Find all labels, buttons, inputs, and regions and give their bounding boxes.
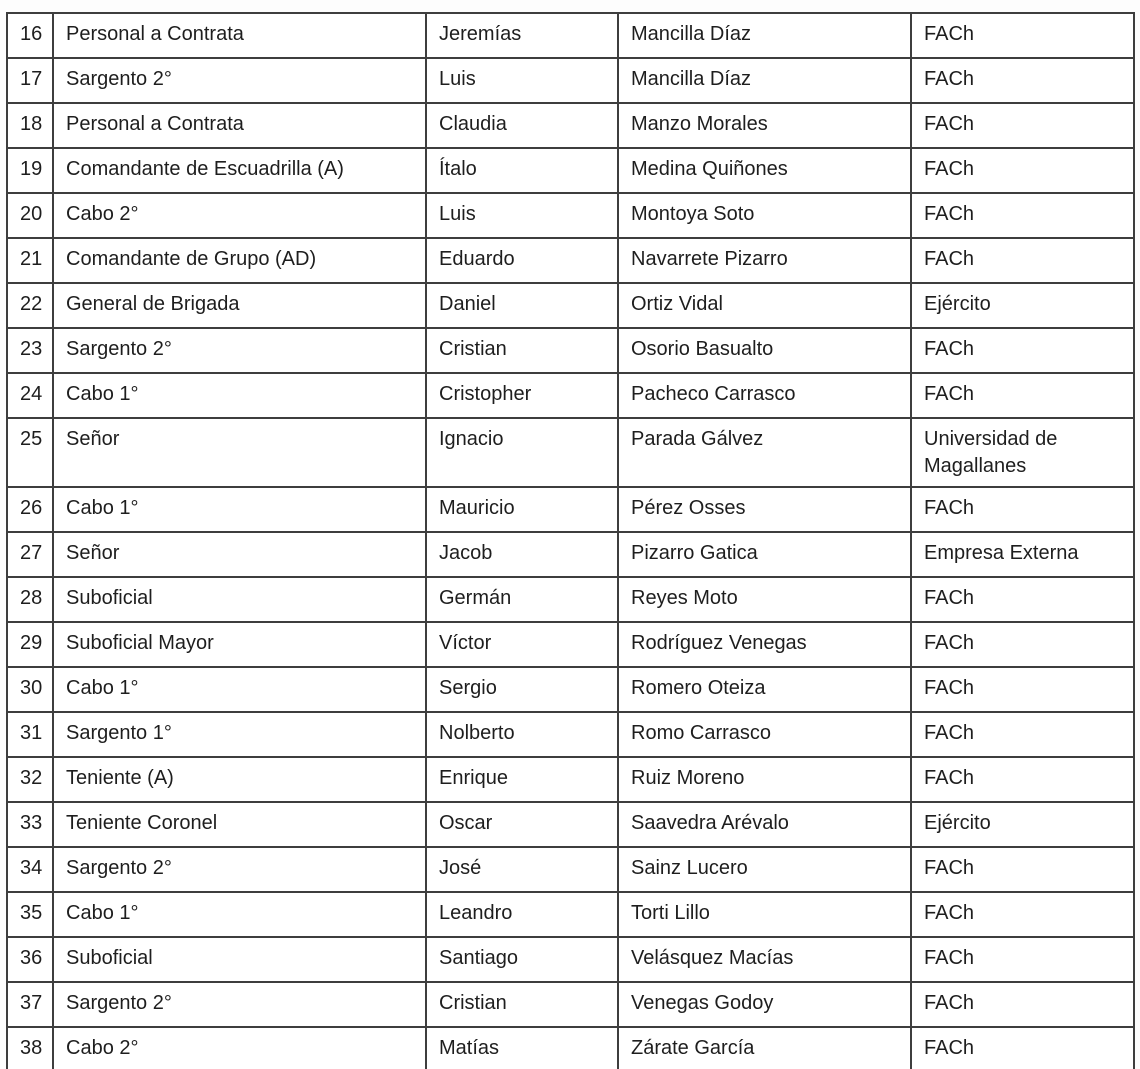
last-name-cell: Parada Gálvez [618, 418, 911, 487]
organization-cell: FACh [911, 58, 1134, 103]
row-number-cell: 16 [7, 13, 53, 58]
first-name-cell: Mauricio [426, 487, 618, 532]
first-name-cell: Luis [426, 193, 618, 238]
rank-cell: Sargento 2° [53, 847, 426, 892]
first-name-cell: Ítalo [426, 148, 618, 193]
organization-cell: FACh [911, 847, 1134, 892]
first-name-cell: Claudia [426, 103, 618, 148]
row-number-cell: 23 [7, 328, 53, 373]
table-row [7, 937, 1134, 982]
first-name-cell: Santiago [426, 937, 618, 982]
rank-cell: Teniente (A) [53, 757, 426, 802]
last-name-cell: Zárate García [618, 1027, 911, 1069]
row-number-cell: 31 [7, 712, 53, 757]
row-number-cell: 22 [7, 283, 53, 328]
table-row [7, 982, 1134, 1027]
organization-cell: Ejército [911, 283, 1134, 328]
table-row [7, 13, 1134, 58]
organization-cell: Ejército [911, 802, 1134, 847]
last-name-cell: Sainz Lucero [618, 847, 911, 892]
row-number-cell: 24 [7, 373, 53, 418]
rank-cell: Sargento 1° [53, 712, 426, 757]
last-name-cell: Osorio Basualto [618, 328, 911, 373]
table-row [7, 103, 1134, 148]
row-number-cell: 28 [7, 577, 53, 622]
first-name-cell: Luis [426, 58, 618, 103]
rank-cell: Sargento 2° [53, 58, 426, 103]
last-name-cell: Mancilla Díaz [618, 58, 911, 103]
first-name-cell: Oscar [426, 802, 618, 847]
last-name-cell: Mancilla Díaz [618, 13, 911, 58]
last-name-cell: Pacheco Carrasco [618, 373, 911, 418]
row-number-cell: 35 [7, 892, 53, 937]
rank-cell: General de Brigada [53, 283, 426, 328]
row-number-cell: 25 [7, 418, 53, 487]
first-name-cell: Víctor [426, 622, 618, 667]
rank-cell: Suboficial Mayor [53, 622, 426, 667]
personnel-table [6, 12, 1135, 1069]
rank-cell: Señor [53, 532, 426, 577]
row-number-cell: 38 [7, 1027, 53, 1069]
row-number-cell: 27 [7, 532, 53, 577]
last-name-cell: Romo Carrasco [618, 712, 911, 757]
organization-cell: FACh [911, 757, 1134, 802]
last-name-cell: Medina Quiñones [618, 148, 911, 193]
row-number-cell: 26 [7, 487, 53, 532]
first-name-cell: José [426, 847, 618, 892]
first-name-cell: Sergio [426, 667, 618, 712]
first-name-cell: Eduardo [426, 238, 618, 283]
row-number-cell: 18 [7, 103, 53, 148]
last-name-cell: Ruiz Moreno [618, 757, 911, 802]
last-name-cell: Manzo Morales [618, 103, 911, 148]
organization-cell: FACh [911, 982, 1134, 1027]
organization-cell: FACh [911, 1027, 1134, 1069]
first-name-cell: Cristopher [426, 373, 618, 418]
first-name-cell: Ignacio [426, 418, 618, 487]
rank-cell: Comandante de Escuadrilla (A) [53, 148, 426, 193]
last-name-cell: Rodríguez Venegas [618, 622, 911, 667]
organization-cell: FACh [911, 577, 1134, 622]
rank-cell: Personal a Contrata [53, 13, 426, 58]
table-row [7, 58, 1134, 103]
organization-cell: FACh [911, 667, 1134, 712]
first-name-cell: Jacob [426, 532, 618, 577]
organization-cell: FACh [911, 937, 1134, 982]
first-name-cell: Nolberto [426, 712, 618, 757]
organization-cell: FACh [911, 622, 1134, 667]
organization-cell: FACh [911, 487, 1134, 532]
organization-cell: FACh [911, 373, 1134, 418]
table-row [7, 802, 1134, 847]
first-name-cell: Cristian [426, 328, 618, 373]
organization-cell: Empresa Externa [911, 532, 1134, 577]
table-row [7, 532, 1134, 577]
first-name-cell: Matías [426, 1027, 618, 1069]
rank-cell: Cabo 1° [53, 373, 426, 418]
organization-cell: FACh [911, 103, 1134, 148]
row-number-cell: 29 [7, 622, 53, 667]
row-number-cell: 36 [7, 937, 53, 982]
table-row [7, 757, 1134, 802]
table-row [7, 148, 1134, 193]
rank-cell: Sargento 2° [53, 328, 426, 373]
row-number-cell: 37 [7, 982, 53, 1027]
first-name-cell: Enrique [426, 757, 618, 802]
last-name-cell: Saavedra Arévalo [618, 802, 911, 847]
rank-cell: Sargento 2° [53, 982, 426, 1027]
table-row [7, 238, 1134, 283]
rank-cell: Comandante de Grupo (AD) [53, 238, 426, 283]
table-row [7, 847, 1134, 892]
table-row [7, 328, 1134, 373]
rank-cell: Cabo 1° [53, 892, 426, 937]
row-number-cell: 19 [7, 148, 53, 193]
last-name-cell: Ortiz Vidal [618, 283, 911, 328]
table-row [7, 283, 1134, 328]
row-number-cell: 17 [7, 58, 53, 103]
first-name-cell: Jeremías [426, 13, 618, 58]
organization-cell: FACh [911, 328, 1134, 373]
row-number-cell: 21 [7, 238, 53, 283]
last-name-cell: Montoya Soto [618, 193, 911, 238]
table-row [7, 487, 1134, 532]
rank-cell: Cabo 2° [53, 193, 426, 238]
last-name-cell: Pizarro Gatica [618, 532, 911, 577]
rank-cell: Teniente Coronel [53, 802, 426, 847]
first-name-cell: Daniel [426, 283, 618, 328]
rank-cell: Cabo 2° [53, 1027, 426, 1069]
rank-cell: Suboficial [53, 577, 426, 622]
table-row [7, 892, 1134, 937]
first-name-cell: Leandro [426, 892, 618, 937]
table-row [7, 712, 1134, 757]
row-number-cell: 32 [7, 757, 53, 802]
row-number-cell: 34 [7, 847, 53, 892]
organization-cell: Universidad de Magallanes [911, 418, 1134, 487]
row-number-cell: 20 [7, 193, 53, 238]
rank-cell: Cabo 1° [53, 667, 426, 712]
table-row [7, 1027, 1134, 1069]
last-name-cell: Navarrete Pizarro [618, 238, 911, 283]
organization-cell: FACh [911, 712, 1134, 757]
last-name-cell: Venegas Godoy [618, 982, 911, 1027]
last-name-cell: Pérez Osses [618, 487, 911, 532]
personnel-table-body [7, 13, 1134, 1069]
last-name-cell: Romero Oteiza [618, 667, 911, 712]
last-name-cell: Torti Lillo [618, 892, 911, 937]
table-row [7, 667, 1134, 712]
rank-cell: Cabo 1° [53, 487, 426, 532]
organization-cell: FACh [911, 892, 1134, 937]
row-number-cell: 30 [7, 667, 53, 712]
rank-cell: Señor [53, 418, 426, 487]
last-name-cell: Reyes Moto [618, 577, 911, 622]
table-row [7, 373, 1134, 418]
organization-cell: FACh [911, 13, 1134, 58]
rank-cell: Suboficial [53, 937, 426, 982]
table-row [7, 622, 1134, 667]
table-row [7, 577, 1134, 622]
first-name-cell: Cristian [426, 982, 618, 1027]
table-row [7, 418, 1134, 487]
table-row [7, 193, 1134, 238]
organization-cell: FACh [911, 193, 1134, 238]
organization-cell: FACh [911, 148, 1134, 193]
last-name-cell: Velásquez Macías [618, 937, 911, 982]
rank-cell: Personal a Contrata [53, 103, 426, 148]
first-name-cell: Germán [426, 577, 618, 622]
row-number-cell: 33 [7, 802, 53, 847]
organization-cell: FACh [911, 238, 1134, 283]
